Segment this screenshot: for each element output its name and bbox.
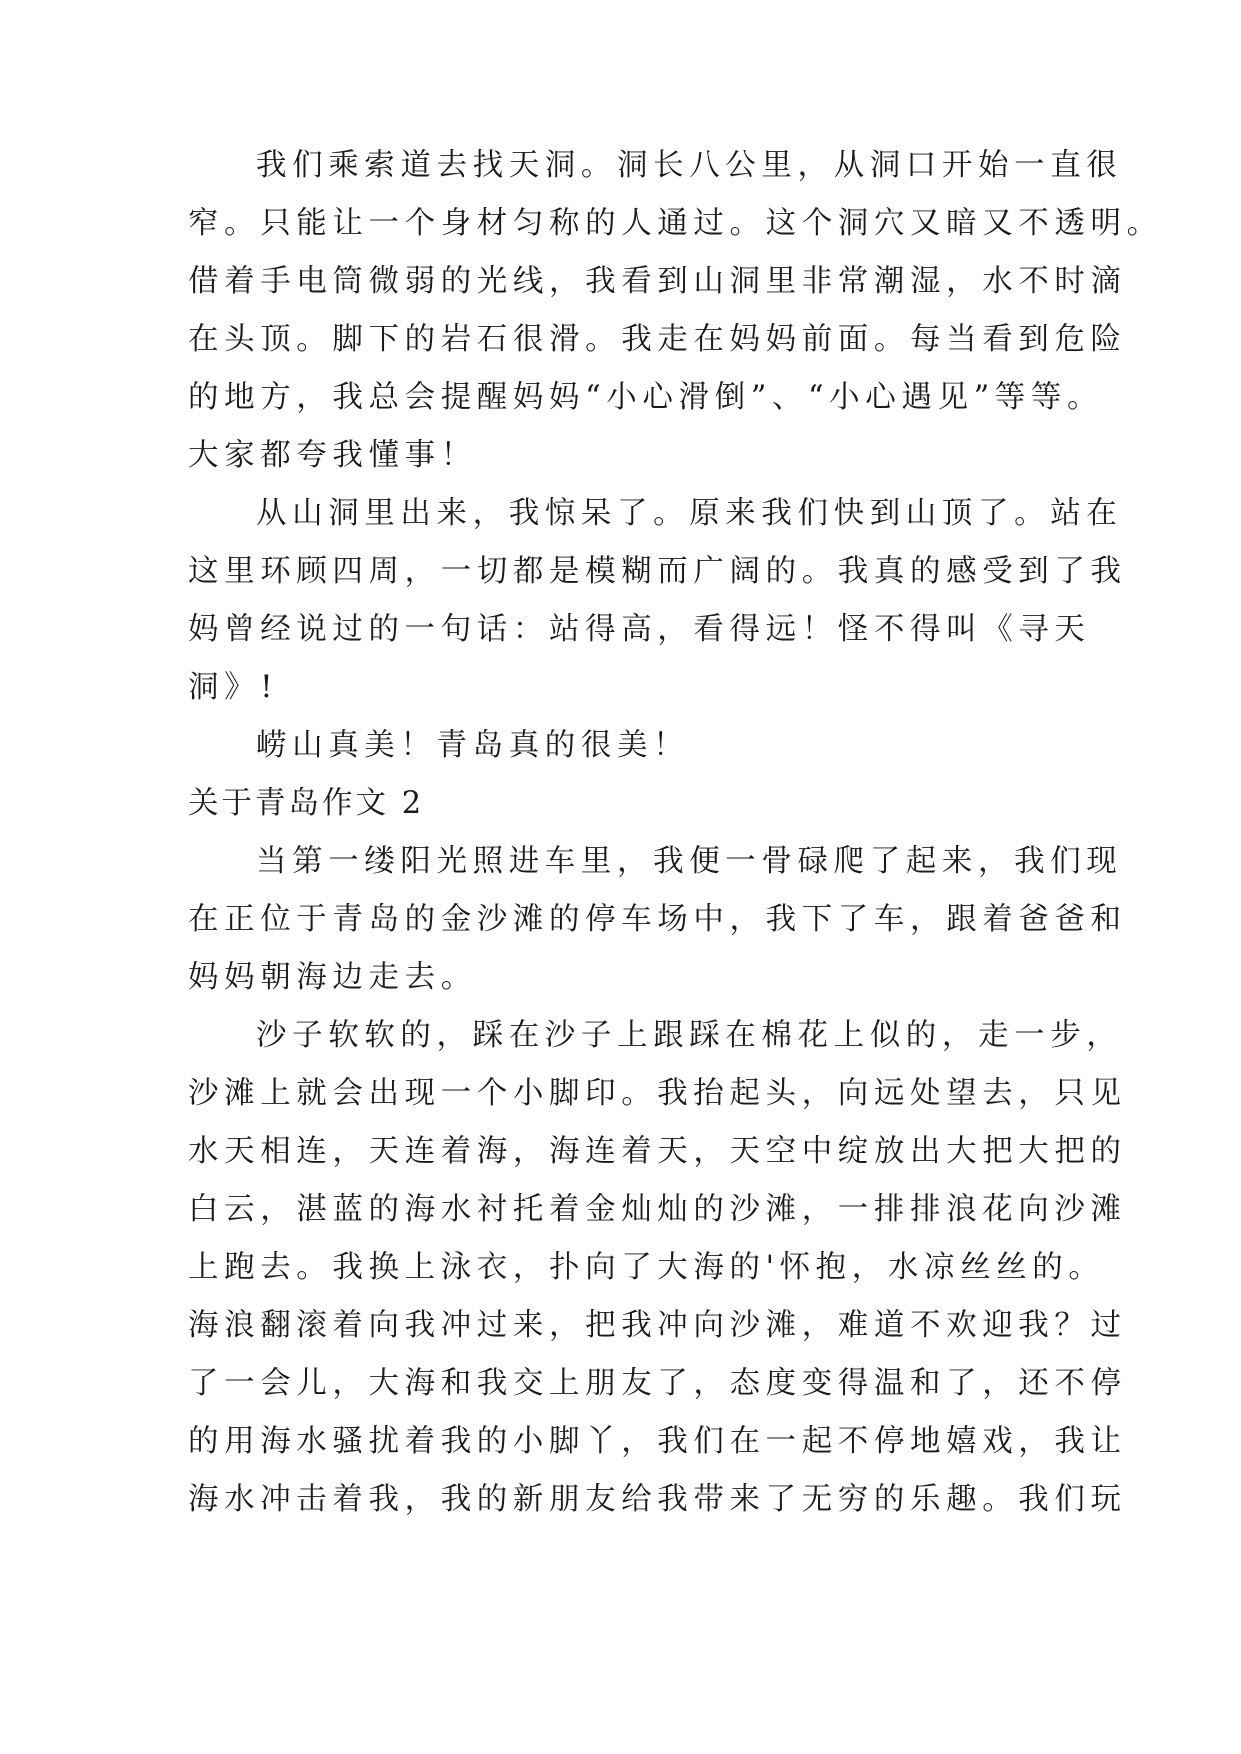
paragraph-line: 崂山真美！青岛真的很美！: [256, 728, 690, 763]
paragraph-line: 白云，湛蓝的海水衬托着金灿灿的沙滩，一排排浪花向沙滩: [188, 1192, 1127, 1227]
paragraph-line: 妈曾经说过的一句话：站得高，看得远！怪不得叫《寻天: [188, 612, 1091, 647]
paragraph-line: 洞》!: [188, 670, 279, 705]
paragraph-line: 这里环顾四周，一切都是模糊而广阔的。我真的感受到了我: [188, 554, 1127, 589]
paragraph-line: 在头顶。脚下的岩石很滑。我走在妈妈前面。每当看到危险: [188, 322, 1127, 357]
paragraph-line: 我们乘索道去找天洞。洞长八公里，从洞口开始一直很: [256, 148, 1123, 183]
paragraph-line: 沙滩上就会出现一个小脚印。我抬起头，向远处望去，只见: [188, 1076, 1127, 1111]
paragraph-line: 大家都夸我懂事！: [188, 438, 477, 473]
paragraph-line: 从山洞里出来，我惊呆了。原来我们快到山顶了。站在: [256, 496, 1123, 531]
paragraph-line: 上跑去。我换上泳衣，扑向了大海的'怀抱，水凉丝丝的。: [188, 1250, 1105, 1285]
paragraph-line: 沙子软软的，踩在沙子上跟踩在棉花上似的，走一步，: [256, 1018, 1123, 1053]
paragraph-line: 在正位于青岛的金沙滩的停车场中，我下了车，跟着爸爸和: [188, 902, 1127, 937]
paragraph-line: 的地方，我总会提醒妈妈“小心滑倒”、“小心遇见”等等。: [188, 380, 1104, 415]
section-heading: 关于青岛作文 2: [188, 786, 425, 821]
paragraph-line: 海浪翻滚着向我冲过来，把我冲向沙滩，难道不欢迎我？过: [188, 1308, 1127, 1343]
paragraph-line: 的用海水骚扰着我的小脚丫，我们在一起不停地嬉戏，我让: [188, 1424, 1127, 1459]
paragraph-line: 海水冲击着我，我的新朋友给我带来了无穷的乐趣。我们玩: [188, 1482, 1127, 1517]
paragraph-line: 水天相连，天连着海，海连着天，天空中绽放出大把大把的: [188, 1134, 1127, 1169]
paragraph-line: 当第一缕阳光照进车里，我便一骨碌爬了起来，我们现: [256, 844, 1123, 879]
paragraph-line: 妈妈朝海边走去。: [188, 960, 477, 995]
paragraph-line: 窄。只能让一个身材匀称的人通过。这个洞穴又暗又不透明。: [188, 206, 1163, 241]
paragraph-line: 了一会儿，大海和我交上朋友了，态度变得温和了，还不停: [188, 1366, 1127, 1401]
paragraph-line: 借着手电筒微弱的光线，我看到山洞里非常潮湿，水不时滴: [188, 264, 1127, 299]
